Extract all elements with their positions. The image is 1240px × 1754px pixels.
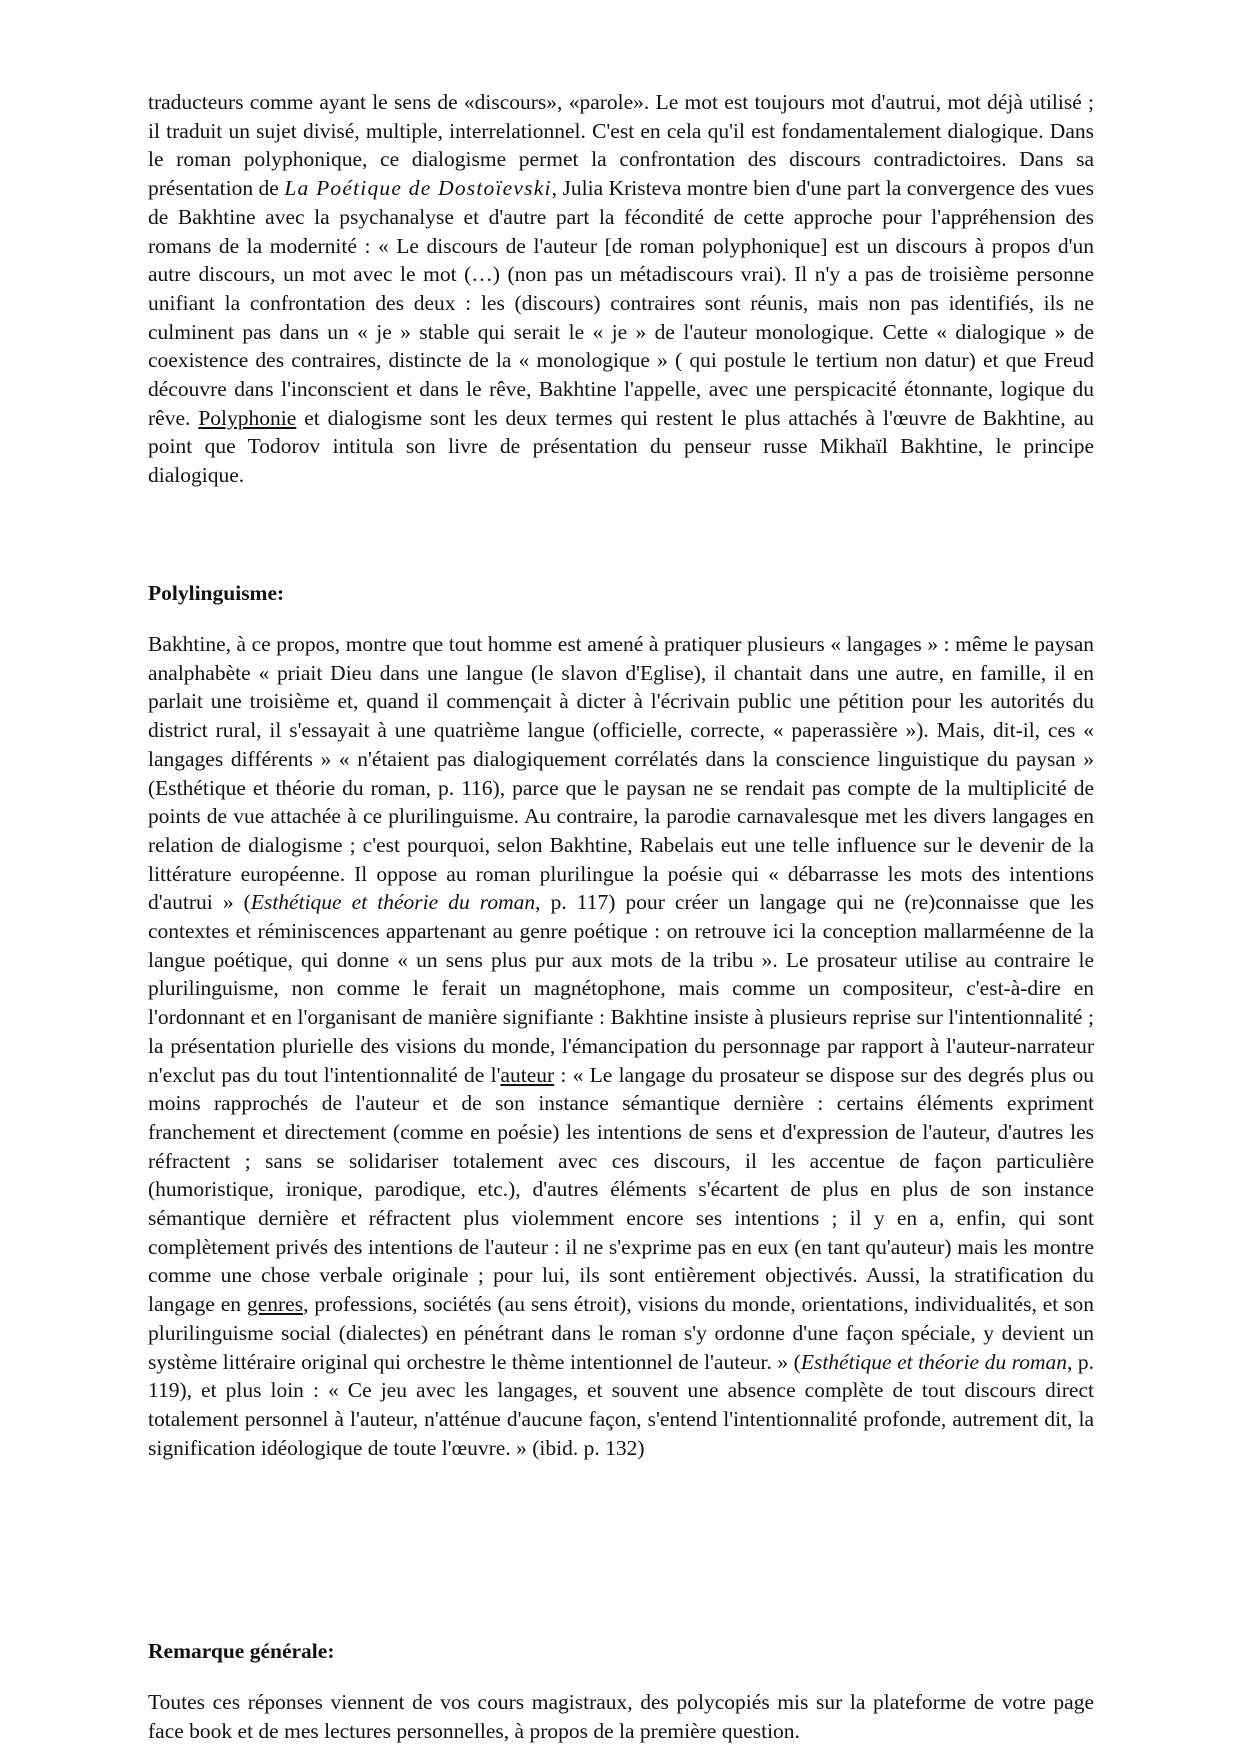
- paragraph-text: traducteurs comme ayant le sens de «discours», «parole». Le mot est toujours mot d'autrui, mot déjà utilisé ; il traduit un sujet divisé, multiple, interrelationnel. C'est en cela qu'il est fondamentalement dialogique. Dans le roman polyphonique, ce dialogisme permet la confrontation des discours contradictoires. Dans sa présentation de: [148, 90, 1094, 201]
- book-title-poetique: La Poétique de Dostoïevski: [284, 176, 552, 201]
- paragraph-text: , professions, sociétés (au sens étroit), visions du monde, orientations, individualités, et son plurilinguisme social (dialectes) en pénétrant dans le roman s'y ordonne d'une façon spéciale, y devient un système littéraire original qui orchestre le thème intentionnel de l'auteur. » (: [148, 1292, 1094, 1374]
- link-auteur[interactable]: auteur: [500, 1062, 555, 1087]
- paragraph-text: Toutes ces réponses viennent de vos cours magistraux, des polycopiés mis sur la plateforme de votre page face book et de mes lectures personnelles, à propos de la première question.: [148, 1690, 1094, 1743]
- paragraph-text: : « Le langage du prosateur se dispose sur des degrés plus ou moins rapprochés de l'auteur et de son instance sémantique dernière : certains éléments expriment franchement et directement (comme en poésie) les intentions de sens et d'expression de l'auteur, d'autres les réfractent ; sans se solidariser totalement avec ces discours, il les accentue de façon particulière (humoristique, ironique, parodique, etc.), d'autres éléments s'écartent de plus en plus de son instance sémantique dernière et réfractent plus violemment encore ses intentions ; il y en a, enfin, qui sont complètement privés des intentions de l'auteur : il ne s'exprime pas en eux (en tant qu'auteur) mais les montre comme une chose verbale originale ; pour lui, ils sont entièrement objectivés. Aussi, la stratification du langage en: [148, 1062, 1094, 1317]
- book-title-esthetique: Esthétique et théorie du roman: [800, 1349, 1067, 1374]
- paragraph-dialogisme: [148, 88, 1094, 490]
- paragraph-text: , p. 117) pour créer un langage qui ne (re)connaisse que les contextes et réminiscences appartenant au genre poétique : on retrouve ici la conception mallarméenne de la langue poétique, qui donne « un sens plus pur aux mots de la tribu ». Le prosateur utilise au contraire le plurilinguisme, non comme le ferait un magnétophone, mais comme un compositeur, c'est-à-dire en l'ordonnant et en l'organisant de manière signifiante : Bakhtine insiste à plusieurs reprise sur l'intentionnalité ; la présentation plurielle des visions du monde, l'émancipation du personnage par rapport à l'auteur-narrateur n'exclut pas du tout l'intentionnalité de l': [148, 890, 1094, 1087]
- paragraph-text: Bakhtine, à ce propos, montre que tout homme est amené à pratiquer plusieurs « langages » : même le paysan analphabète « priait Dieu dans une langue (le slavon d'Eglise), il chantait dans une autre, en famille, il en parlait une troisième et, quand il commençait à dicter à l'écrivain public une pétition pour les autorités du district rural, il s'essayait à une quatrième langue (officielle, correcte, « paperassière »). Mais, dit-il, ces « langages différents » « n'étaient pas dialogiquement corrélatés dans la conscience linguistique du paysan » (Esthétique et théorie du roman, p. 116), parce que le paysan ne se rendait pas compte de la multiplicité de points de vue attachée à ce plurilinguisme. Au contraire, la parodie carnavalesque met les divers langages en relation de dialogisme ; c'est pourquoi, selon Bakhtine, Rabelais eut une telle influence sur le devenir de la littérature européenne. Il oppose au roman plurilingue la poésie qui « débarrasse les mots des intentions d'autrui » (: [148, 632, 1094, 915]
- heading-remarque-generale: Remarque générale:: [148, 1639, 335, 1663]
- heading-polylinguisme: Polylinguisme:: [148, 581, 285, 605]
- paragraph-polylinguisme: [148, 630, 1094, 1462]
- paragraph-text: , p. 119), et plus loin : « Ce jeu avec les langages, et souvent une absence complète de tout discours direct totalement personnel à l'auteur, n'atténue d'aucune façon, s'entend l'intentionnalité profonde, autrement dit, la signification idéologique de toute l'œuvre. » (ibid. p. 132): [148, 1349, 1095, 1460]
- book-title-esthetique: Esthétique et théorie du roman: [250, 890, 536, 915]
- paragraph-text: et dialogisme sont les deux termes qui restent le plus attachés à l'œuvre de Bakhtine, au point que Todorov intitula son livre de présentation du penseur russe Mikhaïl Bakhtine, le principe dialogique.: [148, 405, 1094, 488]
- paragraph-remarque: [148, 1688, 1094, 1745]
- link-genres[interactable]: genres: [246, 1292, 304, 1317]
- link-polyphonie[interactable]: Polyphonie: [198, 405, 297, 430]
- paragraph-text: , Julia Kristeva montre bien d'une part la convergence des vues de Bakhtine avec la psychanalyse et d'autre part la fécondité de cette approche pour l'appréhension des romans de la modernité : « Le discours de l'auteur [de roman polyphonique] est un discours à propos d'un autre discours, un mot avec le mot (…) (non pas un métadiscours vrai). Il n'y a pas de troisième personne unifiant la confrontation des deux : les (discours) contraires sont réunis, mais non pas identifiés, ils ne culminent pas dans un « je » stable qui serait le « je » de l'auteur monologique. Cette « dialogique » de coexistence des contraires, distincte de la « monologique » ( qui postule le tertium non datur) et que Freud découvre dans l'inconscient et dans le rêve, Bakhtine l'appelle, avec une perspicacité étonnante, logique du rêve.: [148, 176, 1094, 430]
